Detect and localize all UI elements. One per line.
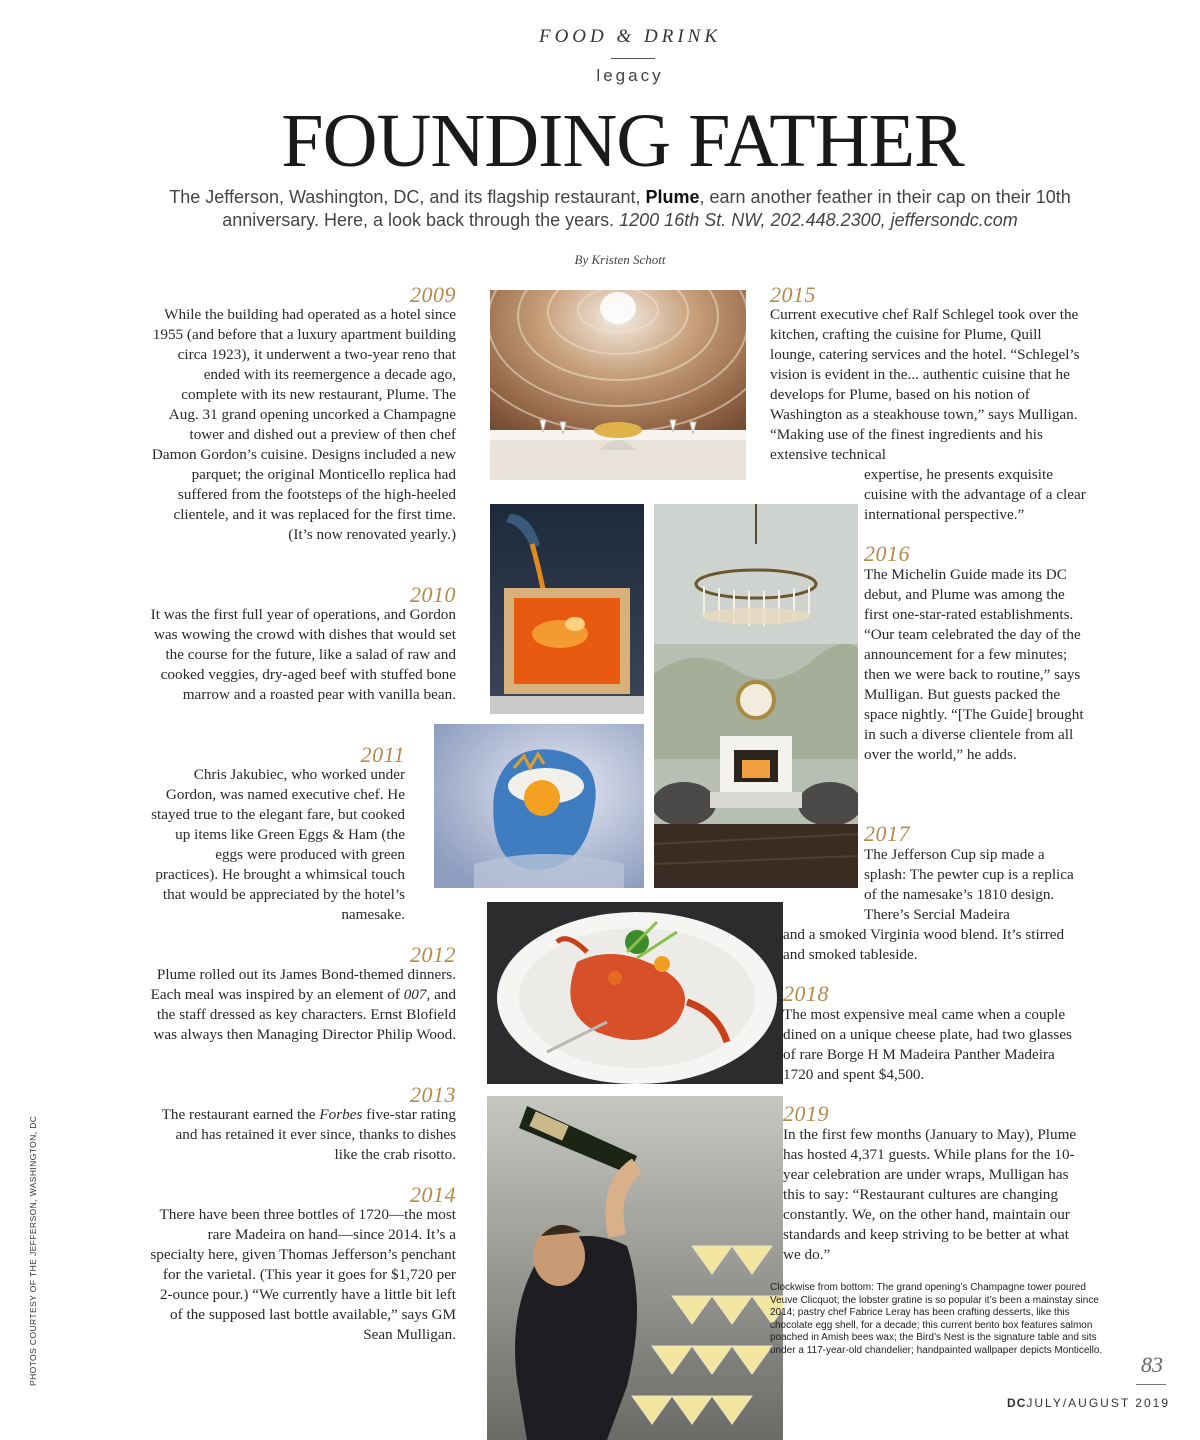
chocolate-egg-photo (434, 724, 644, 888)
photo-caption: Clockwise from bottom: The grand opening’s Champagne tower poured Veuve Clicquot; the lobster gratine is so popular it’s been a mainstay since 2014; pastry chef Fabrice Leray has been crafting desserts, like this chocolate egg shell, for a decade; this current bento box features salmon poached in Amish bees wax; the Bird’s Nest is the signature table and sits under a 117-year-old chandelier; handpainted wallpaper depicts Monticello. (770, 1282, 1103, 1356)
entry-2013-b: five-star rating and has retained it ever since, thanks to dishes like the crab risotto. (175, 1106, 456, 1163)
entry-2013 (150, 1105, 456, 1165)
page-number-rule (1136, 1384, 1166, 1385)
entry-2011: Chris Jakubiec, who worked under Gordon, was named executive chef. He stayed true to the elegant fare, but cooked up items like Green Eggs & Ham (the eggs were produced with green practices). He brought a whimsical touch that would be appreciated by the hotel’s namesake. (151, 766, 405, 923)
photo-credit: PHOTOS COURTESY OF THE JEFFERSON, WASHINGTON, DC (28, 1115, 38, 1386)
magazine-brand: DC (1007, 1396, 1027, 1410)
year-2009: 2009 (410, 282, 456, 307)
year-2017: 2017 (864, 821, 910, 846)
lobster-gratine-photo (487, 902, 783, 1084)
dek-address: 1200 16th St. NW, 202.448.2300, jeffersondc.com (619, 210, 1018, 230)
entry-2015-b: expertise, he presents exquisite cuisine with the advantage of a clear international perspective.” (864, 466, 1086, 523)
dining-room-dome-photo (490, 290, 746, 480)
entry-2010: It was the first full year of operations, and Gordon was wowing the crowd with dishes that would set the course for the future, like a salad of raw and cooked veggies, dry-aged beef with stuffed bone marrow and a roasted pear with vanilla bean. (150, 606, 456, 703)
year-2011: 2011 (360, 742, 405, 767)
entry-2012-a: Plume rolled out its James Bond-themed dinners. Each meal was inspired by an element of (150, 966, 456, 1003)
entry-2013-a: The restaurant earned the (161, 1106, 320, 1123)
dek-text-1: The Jefferson, Washington, DC, and its flagship restaurant, (169, 187, 646, 207)
year-2016: 2016 (864, 541, 910, 566)
kicker: legacy (596, 66, 664, 85)
bento-box-photo (490, 504, 644, 714)
entry-2018: The most expensive meal came when a couple dined on a unique cheese plate, had two glasses of rare Borge H M Madeira Panther Madeira 1720 and spent $4,500. (783, 1006, 1072, 1083)
entry-2012-italic: 007 (403, 986, 427, 1003)
section-label: FOOD & DRINK (538, 26, 722, 47)
year-2012: 2012 (410, 942, 456, 967)
entry-2012-b: , and the staff dressed as key characters. Ernst Blofield was always then Managing Director Philip Wood. (153, 986, 456, 1043)
headline: FOUNDING FATHER (281, 99, 964, 183)
dek-text-2: , earn another feather in their cap on their 10th anniversary. Here, a look back through the years. (222, 187, 1071, 230)
dek (140, 186, 1100, 232)
year-2014: 2014 (410, 1182, 456, 1207)
entry-2012 (150, 965, 456, 1045)
chandelier-room-photo (654, 504, 858, 888)
dek-restaurant-name: Plume (645, 187, 700, 207)
byline: By Kristen Schott (574, 252, 666, 267)
year-2010: 2010 (410, 582, 456, 607)
section-divider (611, 58, 655, 59)
year-2019: 2019 (783, 1101, 829, 1126)
entry-2019: In the first few months (January to May), Plume has hosted 4,371 guests. While plans for the 10-year celebration are under wraps, Mulligan has this to say: “Restaurant cultures are changing constantly. We, on the other hand, maintain our standards and keep striving to be better at what we do.” (783, 1126, 1077, 1263)
entry-2016: The Michelin Guide made its DC debut, and Plume was among the first one-star-rated establishments. “Our team celebrated the day of the announcement for a few minutes; then we were back to routine,” says Mulligan. But guests packed the space nightly. “[The Guide] brought in such a diverse clientele from all over the world,” he adds. (864, 566, 1084, 763)
year-2018: 2018 (783, 981, 829, 1006)
entry-2014: There have been three bottles of 1720—the most rare Madeira on hand—since 2014. It’s a specialty here, given Thomas Jefferson’s penchant for the varietal. (This year it goes for $1,720 per 2-ounce pour.) “We currently have a little bit left of the supposed last bottle available,” says GM Sean Mulligan. (150, 1206, 456, 1343)
entry-2009: While the building had operated as a hotel since 1955 (and before that a luxury apartment building circa 1923), it underwent a two-year reno that ended with its reemergence a decade ago, complete with its new restaurant, Plume. The Aug. 31 grand opening uncorked a Champagne tower and dished out a preview of then chef Damon Gordon’s cuisine. Designs included a new parquet; the original Monticello replica had suffered from the footsteps of the high-heeled clientele, and it was replaced for the first time. (It’s now renovated yearly.) (151, 306, 456, 543)
champagne-tower-photo (487, 1096, 783, 1440)
year-2015: 2015 (770, 282, 816, 307)
year-2013: 2013 (410, 1082, 456, 1107)
page-number: 83 (1141, 1352, 1163, 1377)
entry-2013-italic: Forbes (319, 1106, 363, 1123)
entry-2017-a: The Jefferson Cup sip made a splash: The pewter cup is a replica of the namesake’s 1810 design. There’s Sercial Madeira (864, 846, 1074, 923)
issue-date: JULY/AUGUST 2019 (1026, 1396, 1170, 1410)
entry-2015-a: Current executive chef Ralf Schlegel took over the kitchen, crafting the cuisine for Plume, Quill lounge, catering services and the hotel. “Schlegel’s vision is evident in the... authentic cuisine that he develops for Plume, based on his notion of Washington as a steakhouse town,” says Mulligan. “Making use of the finest ingredients and his extensive technical (770, 306, 1080, 463)
entry-2017-b: and a smoked Virginia wood blend. It’s stirred and smoked tableside. (783, 926, 1065, 963)
folio (990, 1396, 1170, 1410)
